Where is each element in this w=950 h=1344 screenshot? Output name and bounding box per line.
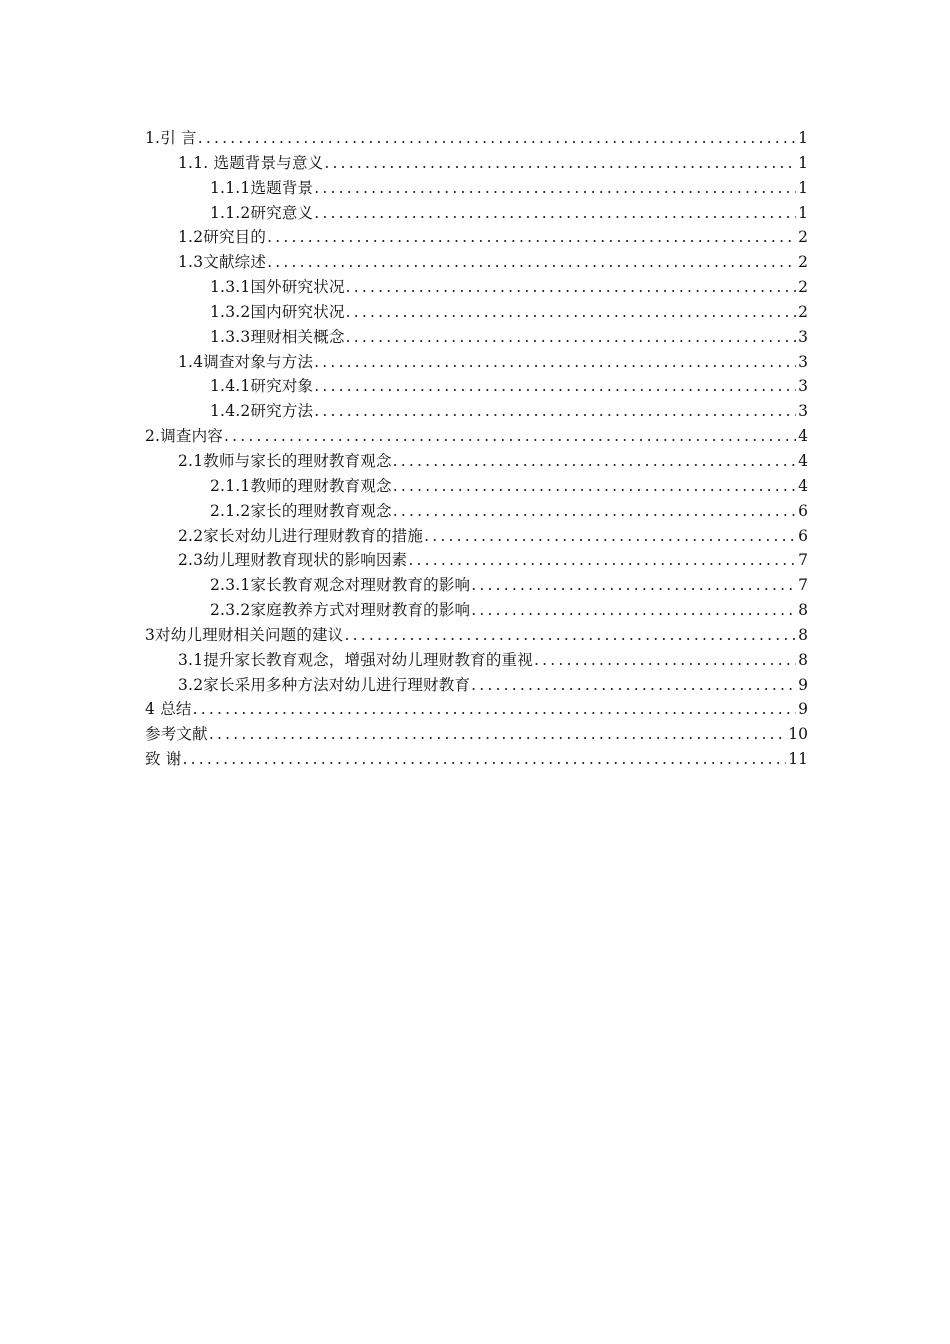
toc-page-number: 7 [798, 576, 808, 595]
toc-dot-leader [314, 399, 796, 424]
toc-entry-title: 3.2家长采用多种方法对幼儿进行理财教育 [178, 675, 471, 694]
toc-page-number: 4 [798, 427, 808, 446]
toc-page-number: 1 [798, 203, 808, 222]
toc-dot-leader [534, 648, 796, 673]
toc-dot-leader [471, 573, 796, 598]
toc-dot-leader [346, 275, 796, 300]
toc-entry[interactable] [145, 499, 808, 524]
toc-page-number: 3 [798, 352, 808, 371]
toc-entry-title: 2.3.2家庭教养方式对理财教育的影响 [210, 601, 471, 620]
toc-page-number: 4 [798, 476, 808, 495]
toc-dot-leader [267, 250, 796, 275]
toc-entry-title: 1.1. 选题背景与意义 [178, 153, 324, 172]
toc-entry[interactable] [145, 474, 808, 499]
toc-entry[interactable] [145, 126, 808, 151]
toc-page-number: 10 [788, 725, 808, 744]
toc-entry-title: 致 谢 [145, 750, 182, 769]
toc-entry-title: 1.2研究目的 [178, 228, 267, 247]
toc-entry[interactable] [145, 350, 808, 375]
toc-entry[interactable] [145, 747, 808, 772]
toc-entry-title: 1.4.2研究方法 [210, 402, 314, 421]
toc-entry-title: 1.1.2研究意义 [210, 203, 314, 222]
toc-page-number: 6 [798, 501, 808, 520]
toc-page-number: 2 [798, 228, 808, 247]
toc-entry[interactable] [145, 225, 808, 250]
toc-dot-leader [471, 598, 796, 623]
toc-entry[interactable] [145, 722, 808, 747]
toc-page-number: 2 [798, 278, 808, 297]
toc-entry-title: 1.1.1选题背景 [210, 178, 314, 197]
toc-dot-leader [393, 499, 796, 524]
toc-page-number: 8 [798, 601, 808, 620]
toc-dot-leader [314, 201, 796, 226]
toc-entry-title: 1.3.3理财相关概念 [210, 327, 345, 346]
toc-entry-title: 1.3文献综述 [178, 253, 267, 272]
toc-dot-leader [209, 722, 786, 747]
toc-dot-leader [267, 225, 796, 250]
toc-entry-title: 参考文献 [145, 725, 208, 744]
toc-entry[interactable] [145, 673, 808, 698]
toc-entry[interactable] [145, 275, 808, 300]
toc-dot-leader [198, 126, 796, 151]
toc-dot-leader [314, 176, 796, 201]
toc-entry[interactable] [145, 151, 808, 176]
toc-dot-leader [183, 747, 787, 772]
toc-entry[interactable] [145, 374, 808, 399]
toc-entry-title: 2.3幼儿理财教育现状的影响因素 [178, 551, 408, 570]
toc-entry[interactable] [145, 598, 808, 623]
toc-entry[interactable] [145, 399, 808, 424]
toc-page-number: 9 [798, 700, 808, 719]
toc-entry[interactable] [145, 424, 808, 449]
toc-entry-title: 2.1教师与家长的理财教育观念 [178, 451, 392, 470]
toc-entry-title: 1.4.1研究对象 [210, 377, 314, 396]
toc-page-number: 1 [798, 178, 808, 197]
toc-page-number: 2 [798, 253, 808, 272]
toc-entry[interactable] [145, 524, 808, 549]
toc-dot-leader [314, 374, 796, 399]
toc-page-number: 11 [788, 750, 808, 769]
toc-page-number: 4 [798, 451, 808, 470]
toc-entry-title: 1.4调查对象与方法 [178, 352, 314, 371]
toc-page-number: 9 [798, 675, 808, 694]
toc-page-number: 1 [798, 153, 808, 172]
toc-entry[interactable] [145, 548, 808, 573]
toc-entry-title: 2.3.1家长教育观念对理财教育的影响 [210, 576, 471, 595]
toc-entry[interactable] [145, 648, 808, 673]
toc-page-number: 8 [798, 650, 808, 669]
toc-dot-leader [193, 697, 797, 722]
toc-entry-title: 3对幼儿理财相关问题的建议 [145, 625, 344, 644]
toc-page-number: 3 [798, 402, 808, 421]
toc-entry-title: 1.引 言 [145, 129, 197, 147]
toc-entry[interactable] [145, 623, 808, 648]
toc-entry[interactable] [145, 325, 808, 350]
toc-entry[interactable] [145, 201, 808, 226]
toc-dot-leader [346, 325, 796, 350]
toc-entry-title: 2.1.1教师的理财教育观念 [210, 476, 392, 495]
toc-dot-leader [393, 474, 796, 499]
toc-entry[interactable] [145, 300, 808, 325]
toc-entry-title: 1.3.2国内研究状况 [210, 302, 345, 321]
toc-page-number: 3 [798, 327, 808, 346]
toc-page-number: 1 [798, 129, 808, 147]
toc-dot-leader [224, 424, 796, 449]
toc-entry[interactable] [145, 250, 808, 275]
toc-entry[interactable] [145, 573, 808, 598]
toc-page-number: 6 [798, 526, 808, 545]
toc-dot-leader [314, 350, 796, 375]
toc-page-number: 3 [798, 377, 808, 396]
table-of-contents [145, 126, 808, 772]
toc-dot-leader [424, 524, 796, 549]
toc-dot-leader [344, 623, 796, 648]
toc-entry-title: 2.调查内容 [145, 427, 223, 446]
toc-entry-title: 3.1提升家长教育观念，增强对幼儿理财教育的重视 [178, 650, 533, 669]
toc-page-number: 8 [798, 625, 808, 644]
toc-entry[interactable] [145, 176, 808, 201]
toc-entry[interactable] [145, 697, 808, 722]
toc-entry-title: 2.1.2家长的理财教育观念 [210, 501, 392, 520]
toc-dot-leader [324, 151, 796, 176]
toc-entry-title: 2.2家长对幼儿进行理财教育的措施 [178, 526, 424, 545]
toc-page-number: 2 [798, 302, 808, 321]
toc-dot-leader [408, 548, 796, 573]
toc-page-number: 7 [798, 551, 808, 570]
toc-dot-leader [346, 300, 796, 325]
toc-entry-title: 4 总结 [145, 700, 192, 719]
toc-entry-title: 1.3.1国外研究状况 [210, 278, 345, 297]
toc-dot-leader [471, 673, 796, 698]
toc-entry[interactable] [145, 449, 808, 474]
toc-dot-leader [393, 449, 796, 474]
